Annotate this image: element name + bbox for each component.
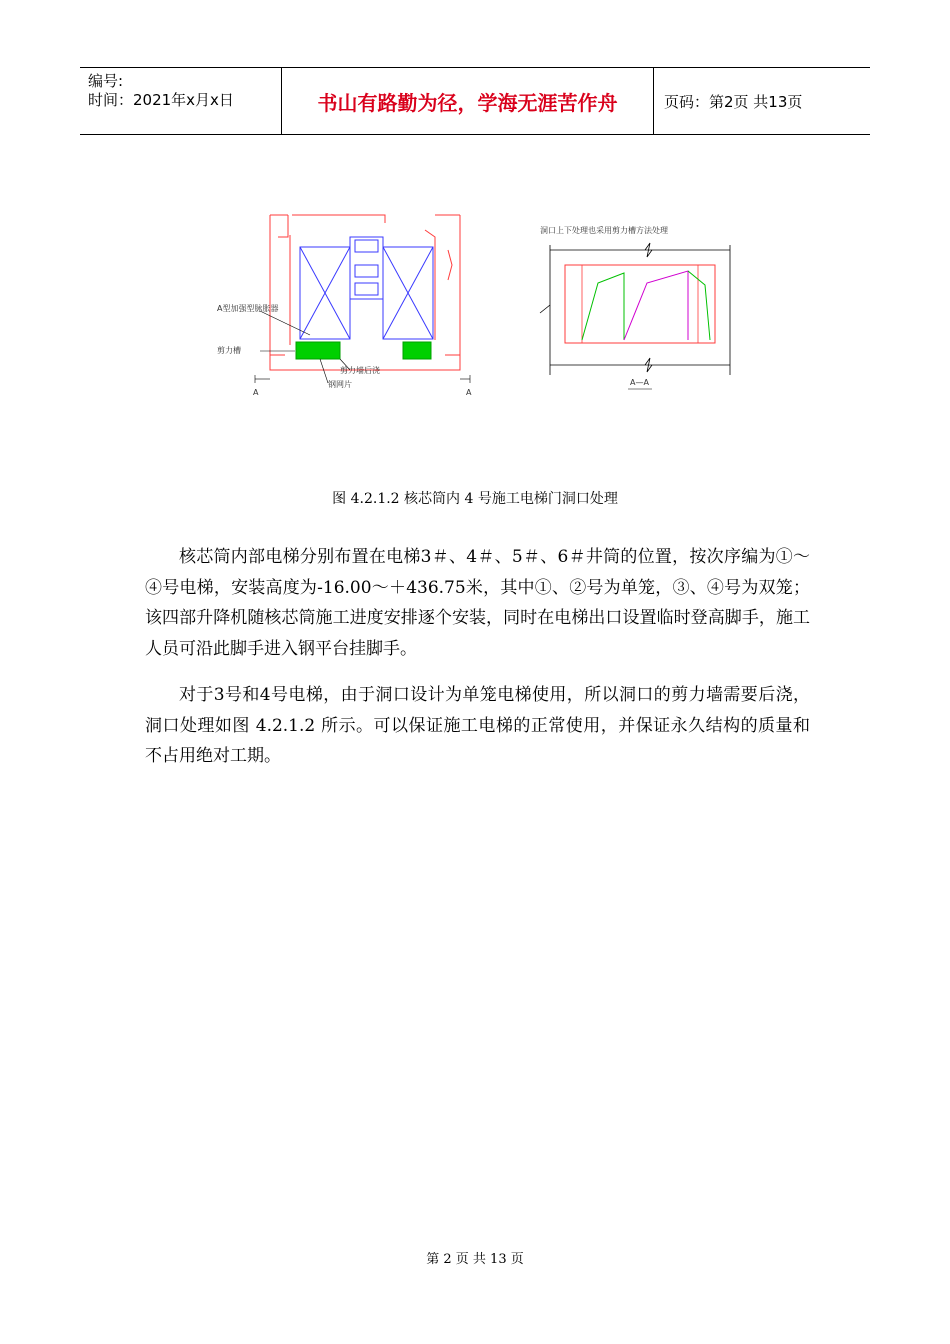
label-section-view: A—A [630,378,649,387]
document-number-label: 编号: [88,72,124,90]
body-paragraph-2: 对于3号和4号电梯，由于洞口设计为单笼电梯使用，所以洞口的剪力墙需要后浇，洞口处理如图 4.2.1.2 所示。可以保证施工电梯的正常使用，并保证永久结构的质量和不占用绝对工期。 [145,685,810,766]
label-section-right: A [466,388,472,397]
section-view [540,225,730,389]
section-note: 洞口上下处理也采用剪力槽方法处理 [540,226,668,235]
header-motto: 书山有路勤为径，学海无涯苦作舟 [282,68,654,134]
header-page-info: 页码：第2页 共13页 [664,92,803,111]
label-mesh: 钢网片 [328,380,352,389]
label-reinforcer: A型加强型脉胀器 [217,304,279,313]
label-section-left: A [253,388,259,397]
body-paragraph-1: 核芯筒内部电梯分别布置在电梯3＃、4＃、5＃、6＃井筒的位置，按次序编为①～④号电梯，安装高度为-16.00～＋436.75米，其中①、②号为单笼，③、④号为双笼；该四部升降机随核芯筒施工进度安排逐个安装，同时在电梯出口设置临时登高脚手，施工人员可沿此脚手进入钢平台挂脚手。 [145,547,810,659]
document-date: 时间：2021年x月x日 [88,91,234,109]
page-footer: 第 2 页 共 13 页 [426,1252,524,1267]
elevator-opening-drawing [200,205,760,405]
plan-view [217,215,472,397]
label-shear-wall: 剪力墙后浇 [340,366,380,375]
figure-caption: 图 4.2.1.2 核芯筒内 4 号施工电梯门洞口处理 [332,491,618,507]
shear-wall-pour-right [403,342,431,359]
label-shear-groove: 剪力槽 [217,346,241,355]
shear-wall-pour-left [296,342,340,359]
page-header [80,67,870,135]
header-meta [80,68,282,134]
